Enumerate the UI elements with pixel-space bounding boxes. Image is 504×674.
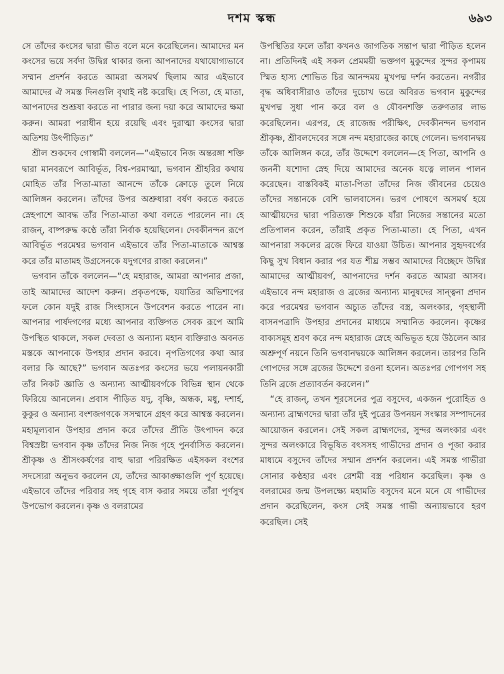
paragraph: উপস্থিতির ফলে তাঁরা কখনও জাগতিক সন্তাপ দ্বারা পীড়িত হলেন না। প্রতিদিনই এই সকল প্রেমময়ী ভক্তগণ মুকুন্দের সুন্দর কৃপাময় স্মিত হাস্য শোভিত চির আনন্দময় মুখপদ্ম দর্শন করতেন। নগরীর বৃদ্ধ অধিবাসীরাও তাঁদের দুচোখ ভরে অবিরত ভগবান মুকুন্দের মুখপদ্ম সুধা পান করে বল ও যৌবনশক্তি তরুণতার লাভ করেছিলেন। এরপর, হে রাজেন্দ্র পরীক্ষিৎ, দেবকীনন্দন ভগবান শ্রীকৃষ্ণ, শ্রীবলদেবের সঙ্গে নন্দ মহারাজের কাছে গেলেন। ভগবানদ্বয় তাঁকে আলিঙ্গন করে, তাঁর উদ্দেশে বললেন—হে পিতা, আপনি ও জননী যশোদা স্নেহ দিয়ে আমাদের অনেক যত্নে লালন পালন করেছেন। বাস্তবিকই মাতা-পিতা তাঁদের নিজ জীবনের চেয়েও তাঁদের সন্তানকে বেশি ভালবাসেন। ভরণ পোষণে অসমর্থ হয়ে আত্মীয়দের দ্বারা পরিত্যক্ত শিশুকে যাঁরা নিজের সন্তানের মতো প্রতিপালন করেন, তাঁরাই প্রকৃত পিতা-মাতা। হে পিতা, এখন আপনারা সকলের ব্রজে ফিরে যাওয়া উচিত। আপনার সুহৃদবর্গের কিছু সুখ বিধান করার পর যত শীঘ্র সম্ভব আমাদের বিচ্ছেদে উদ্বিগ্ন আমাদের আত্মীয়বর্গ, আপনাদের দর্শন করতে আমরা আসব। এইভাবে নন্দ মহারাজ ও ব্রজের অন্যান্য মানুষদের সান্ত্বনা প্রদান করে পরমেশ্বর ভগবান অচ্যুত তাঁদের বস্ত্র, অলংকার, গৃহস্থালী বাসনপত্রাদি উপহার প্রদানের মাধ্যমে সম্মানিত করলেন। কৃষ্ণের বাক্যসমূহ শ্রবণ করে নন্দ মহারাজ স্নেহে অভিভূত হয়ে উঠলেন আর অশ্রুপূর্ণ নয়নে তিনি ভগবানদ্বয়কে আলিঙ্গন করলেন। তারপর তিনি গোপদের সঙ্গে ব্রজের উদ্দেশে রওনা হলেন। অতঃপর গোপগণ সহ তিনি ব্রজে প্রত্যাবর্তন করলেন।”	[260, 42, 486, 390]
paragraph: শ্রীল শুকদেব গোস্বামী বললেন—“এইভাবে নিজ অন্তরঙ্গা শক্তি দ্বারা মানবরূপে আবির্ভূত, বিশ্ব-পরমাত্মা, ভগবান শ্রীহরির কথায় মোহিত তাঁর পিতা-মাতা আনন্দে তাঁকে ক্রোড়ে তুলে নিয়ে আলিঙ্গন করলেন। তাঁদের উপর অশ্রুধারা বর্ষণ করতে করতে স্নেহপাশে আবদ্ধ তাঁর পিতা-মাতা কথা বলতে পারলেন না। হে রাজন্, বাষ্পরুদ্ধ কণ্ঠে তাঁরা নির্বাক হয়েছিলেন। দেবকীনন্দন রূপে আবির্ভূত পরমেশ্বর ভগবান এইভাবে তাঁর পিতা-মাতাকে আশ্বস্ত করে তাঁর মাতামহ উগ্রসেনকে যদুগণের রাজা করলেন।”	[22, 149, 244, 267]
page-header	[0, 8, 504, 32]
paragraph: সে তাঁদের কংসের দ্বারা ভীত বলে মনে করেছিলেন। আমাদের মন কংসের ভয়ে সর্বদা উদ্বিগ্ন থাকার জন্য আপনাদের যথাযোগ্যভাবে সম্মান প্রদর্শন করতে আমরা অসমর্থ ছিলাম আর এইভাবে আমাদের ঐ সমস্ত দিনগুলি বৃথাই নষ্ট করেছি। হে পিতা, হে মাতা, আপনাদের শুশ্রূষা করতে না পারার জন্য দয়া করে আমাদের ক্ষমা করুন। আমরা পরাধীন হয়ে রয়েছি এবং দুরাত্মা কংসের দ্বারা অতিশয় উৎপীড়িত।”	[22, 42, 244, 145]
chapter-title: দশম স্কন্ধ	[227, 11, 277, 25]
paragraph: “হে রাজন্, তখন শূরসেনের পুত্র বসুদেব, একজন পুরোহিত ও অন্যান্য ব্রাহ্মণদের দ্বারা তাঁর দুই পুত্রের উপনয়ন সংস্কার সম্পাদনের আয়োজন করলেন। সেই সকল ব্রাহ্মণদের, সুন্দর অলংকার এবং সুন্দর অলংকারে বিভূষিত বৎসসহ গাভীদের প্রদান ও পূজা করার মাধ্যমে বসুদেব তাঁদের সম্মান প্রদর্শন করলেন। এই সমস্ত গাভীরা সোনার কণ্ঠহার এবং রেশমী বস্ত্র পরিধান করেছিল। কৃষ্ণ ও বলরামের জন্ম উপলক্ষ্যে মহামতি বসুদেব মনে মনে যে গাভীদের প্রদান করেছিলেন, কংস সেই সমস্ত গাভী অন্যায়ভাবে হরণ করেছিল। সেই	[260, 394, 486, 528]
page-number: ৬৯৩	[468, 11, 492, 25]
paragraph: ভগবান তাঁকে বললেন—“হে মহারাজ, আমরা আপনার প্রজা, তাই আমাদের আদেশ করুন। প্রকৃতপক্ষে, যযাতির অভিশাপের ফলে কোন যদুই রাজ সিংহাসনে উপবেশন করতে পারেন না। আপনার পার্ষদগণের মধ্যে আপনার ব্যক্তিগত সেবক রূপে আমি উপস্থিত থাকলে, সকল দেবতা ও অন্যান্য মহান ব্যক্তিরাও অবনত মস্তকে আপনাকে উপহার প্রদান করবে। নৃপতিগণের কথা আর বলার কি আছে?” ভগবান অতঃপর কংসের ভয়ে পলায়নকারী তাঁর নিকট জ্ঞাতি ও অন্যান্য আত্মীয়বর্গকে বিভিন্ন স্থান থেকে ফিরিয়ে আনলেন। প্রবাস পীড়িত যদু, বৃষ্ণি, অন্ধক, মধু, দশার্হ, কুকুর ও অন্যান্য বংশজগণকে সসম্মানে গ্রহণ করে আশ্বস্ত করলেন। মহামূল্যবান উপহার প্রদান করে তাঁদের প্রীতি উৎপাদন করে বিশ্বস্রষ্টা ভগবান কৃষ্ণ তাঁদের নিজ নিজ গৃহে পুনর্বাসিত করলেন। শ্রীকৃষ্ণ ও শ্রীসংকর্ষণের বাহু দ্বারা পরিরক্ষিত এইসকল বংশের সদস্যেরা অনুভব করলেন যে, তাঁদের আকাঙ্ক্ষাগুলি পূর্ণ হয়েছে। এইভাবে তাঁদের পরিবার সহ গৃহে বাস করার সময়ে তাঁরা পূর্ণসুখ উপভোগ করলেন। কৃষ্ণ ও বলরামের	[22, 272, 244, 513]
left-column	[22, 40, 244, 666]
right-column	[260, 40, 486, 666]
